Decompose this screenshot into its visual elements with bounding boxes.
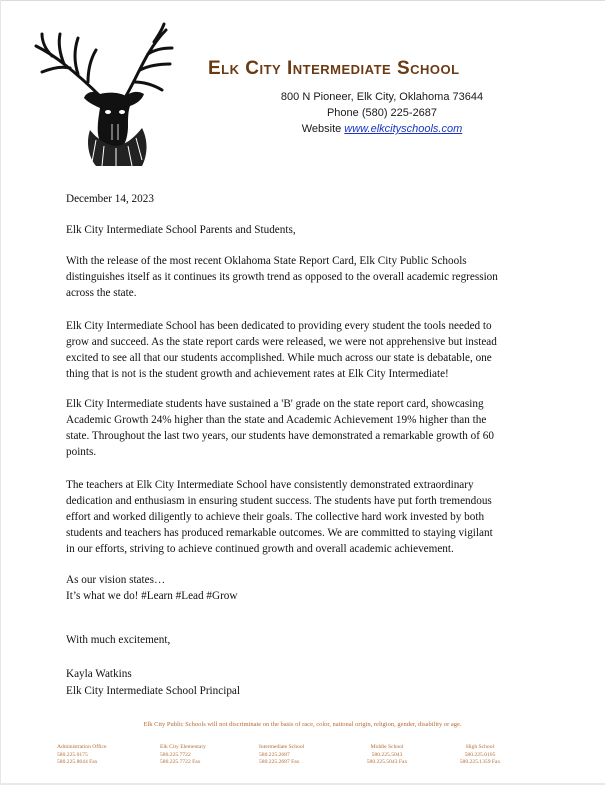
contact-elementary <box>160 744 206 767</box>
paragraph-line: Academic Growth 24% higher than the state and Academic Achievement 19% higher than the <box>66 414 487 426</box>
signer-name: Kayla Watkins <box>66 668 132 680</box>
contact-fax: 580.225.2687 Fax <box>259 759 300 765</box>
page-edge <box>0 0 1 785</box>
paragraph-line: effort and worked diligently to achieve their goals. The collective hard work invested by both <box>66 511 485 523</box>
vision-statement <box>66 572 237 604</box>
letter-greeting: Elk City Intermediate School Parents and Students, <box>66 224 296 236</box>
contact-name: Elk City Elementary <box>160 744 206 750</box>
paragraph-line: With the release of the most recent Oklahoma State Report Card, Elk City Public Schools <box>66 255 467 267</box>
paragraph-line: dedication and enthusiasm in ensuring student success. The students have put forth tremendous <box>66 495 492 507</box>
school-website <box>252 121 512 137</box>
contact-phone: 580.225.7722 <box>160 751 191 758</box>
contact-name: High School <box>465 744 495 750</box>
paragraph-line: across the state. <box>66 287 137 299</box>
contact-name: Middle School <box>370 744 404 750</box>
contact-fax: 580.225.5043 Fax <box>366 759 408 765</box>
page-edge <box>0 0 605 1</box>
contact-fax: 580.225.1359 Fax <box>459 759 501 765</box>
paragraph-line: grow and succeed. As the state report cards were released, we were not apprehensive but instead <box>66 336 497 348</box>
paragraph-line: distinguishes itself as it continues its growth trend as opposed to the overall academic regression <box>66 271 498 283</box>
paragraph-line: thing that is not is the student growth and achievement rates at Elk City Intermediate! <box>66 368 449 380</box>
contact-fax: 580.225.7722 Fax <box>160 759 201 765</box>
paragraph-line: points. <box>66 446 97 458</box>
paragraph-line: excited to see all that our students accomplished. While much across our state is debatable, one <box>66 352 492 364</box>
elk-head-logo-icon <box>30 20 190 170</box>
paragraph-line: state. Throughout the last two years, our students have demonstrated a remarkable growth of 60 <box>66 430 494 442</box>
signature-block <box>66 666 240 700</box>
paragraph-line: students and teachers has produced remarkable outcomes. We are committed to staying vigilant <box>66 527 493 539</box>
vision-line: As our vision states… <box>66 574 166 586</box>
school-name: Elk City Intermediate School <box>208 58 460 79</box>
letter-paragraph <box>66 253 544 301</box>
letter-closing: With much excitement, <box>66 634 171 646</box>
paragraph-line: The teachers at Elk City Intermediate School have consistently demonstrated extraordinary <box>66 479 474 491</box>
contact-phone: 580.225.0175 <box>57 751 88 758</box>
school-contact-block <box>252 89 512 137</box>
letter-paragraph <box>66 396 544 460</box>
contact-phone: 580.225.5043 <box>371 751 403 758</box>
contact-middle-school <box>361 744 413 767</box>
nondiscrimination-statement: Elk City Public Schools will not discriminate on the basis of race, color, national origin, religion, gender, disability or age. <box>143 721 462 728</box>
signer-title: Elk City Intermediate School Principal <box>66 685 240 697</box>
contact-name: Administration Office <box>57 744 107 750</box>
contact-phone: 580.225.0105 <box>464 751 496 758</box>
letter-date: December 14, 2023 <box>66 193 154 205</box>
website-label: Website <box>301 123 345 135</box>
contact-fax: 580.225.8644 Fax <box>57 759 98 765</box>
website-link[interactable]: www.elkcityschools.com <box>344 123 463 135</box>
contact-administration <box>57 744 106 767</box>
contact-name: Intermediate School <box>259 744 305 750</box>
letter-paragraph <box>66 477 544 557</box>
contact-phone: 580.225.2687 <box>259 751 290 758</box>
contact-intermediate <box>259 744 304 767</box>
paragraph-line: Elk City Intermediate students have sustained a 'B' grade on the state report card, showcasing <box>66 398 484 410</box>
school-phone: Phone (580) 225-2687 <box>326 107 438 119</box>
paragraph-line: Elk City Intermediate School has been dedicated to providing every student the tools needed to <box>66 320 492 332</box>
letter-paragraph <box>66 318 544 382</box>
contact-high-school <box>456 744 504 767</box>
paragraph-line: in our efforts, striving to achieve continued growth and overall academic achievement. <box>66 543 454 555</box>
vision-line: It’s what we do! #Learn #Lead #Grow <box>66 590 238 602</box>
school-address: 800 N Pioneer, Elk City, Oklahoma 73644 <box>280 91 484 103</box>
